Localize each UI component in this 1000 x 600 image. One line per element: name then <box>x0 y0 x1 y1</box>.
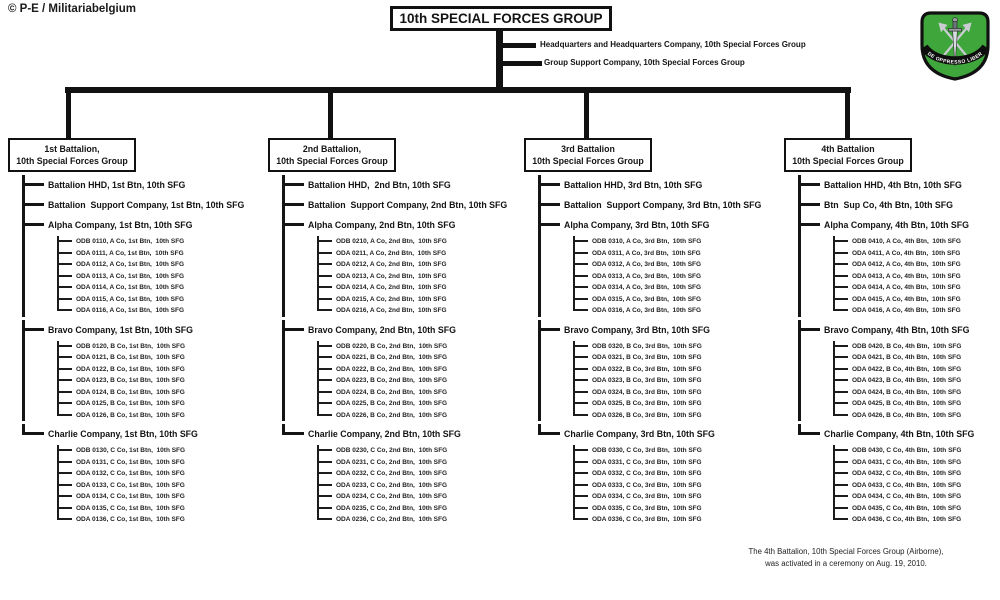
team-label: ODB 0330, C Co, 3rd Btn, 10th SFG <box>592 447 702 454</box>
team-list <box>57 341 264 422</box>
team-row <box>573 468 780 480</box>
team-list <box>57 236 264 317</box>
team-row <box>573 445 780 457</box>
battalion-box-line: 10th Special Forces Group <box>276 156 388 166</box>
team-row <box>573 364 780 376</box>
unit-label: Battalion HHD, 2nd Btn, 10th SFG <box>308 180 451 190</box>
team-label: ODA 0332, C Co, 3rd Btn, 10th SFG <box>592 470 702 477</box>
unit-row <box>538 424 780 526</box>
team-row <box>317 259 524 271</box>
team-row <box>317 294 524 306</box>
team-row <box>317 271 524 283</box>
team-list <box>317 445 524 526</box>
team-label: ODA 0325, B Co, 3rd Btn, 10th SFG <box>592 400 702 407</box>
team-row <box>833 282 1000 294</box>
team-row <box>317 387 524 399</box>
team-label: ODA 0223, B Co, 2nd Btn, 10th SFG <box>336 377 447 384</box>
team-row <box>573 457 780 469</box>
team-row <box>317 514 524 526</box>
battalion-box <box>784 138 912 172</box>
unit-row <box>538 215 780 317</box>
battalion-box-line: 3rd Battalion <box>561 144 615 154</box>
team-label: ODA 0236, C Co, 2nd Btn, 10th SFG <box>336 516 447 523</box>
unit-label: Battalion Support Company, 1st Btn, 10th SFG <box>48 200 245 210</box>
team-label: ODA 0331, C Co, 3rd Btn, 10th SFG <box>592 458 702 466</box>
team-label: ODA 0314, A Co, 3rd Btn, 10th SFG <box>592 284 702 291</box>
unit-label: Alpha Company, 1st Btn, 10th SFG <box>48 220 193 230</box>
team-row <box>833 305 1000 317</box>
unit-label: Btn Sup Co, 4th Btn, 10th SFG <box>824 200 954 210</box>
team-label: ODA 0426, B Co, 4th Btn, 10th SFG <box>852 411 962 419</box>
team-label: ODA 0321, B Co, 3rd Btn, 10th SFG <box>592 354 702 361</box>
team-label: ODA 0324, B Co, 3rd Btn, 10th SFG <box>592 388 702 396</box>
battalion-box-line: 10th Special Forces Group <box>532 156 644 166</box>
team-label: ODA 0326, B Co, 3rd Btn, 10th SFG <box>592 411 702 419</box>
team-row <box>57 248 264 260</box>
gsc-stub-line <box>503 61 542 66</box>
team-row <box>833 503 1000 515</box>
team-row <box>833 364 1000 376</box>
unit-row <box>22 175 264 195</box>
team-label: ODA 0216, A Co, 2nd Btn, 10th SFG <box>336 307 447 314</box>
hhc-stub-line <box>503 43 536 48</box>
team-label: ODA 0222, B Co, 2nd Btn, 10th SFG <box>336 365 447 373</box>
team-row <box>833 352 1000 364</box>
battalion-box-line: 10th Special Forces Group <box>16 156 128 166</box>
team-row <box>57 514 264 526</box>
battalion-box-line: 4th Battalion <box>821 144 875 154</box>
team-label: ODA 0432, C Co, 4th Btn, 10th SFG <box>852 470 962 477</box>
team-row <box>57 271 264 283</box>
unit-label: Alpha Company, 4th Btn, 10th SFG <box>824 220 969 230</box>
team-row <box>573 248 780 260</box>
team-row <box>833 271 1000 283</box>
team-label: ODA 0431, C Co, 4th Btn, 10th SFG <box>852 458 962 466</box>
team-list <box>573 236 780 317</box>
unit-label: Alpha Company, 2nd Btn, 10th SFG <box>308 220 456 230</box>
unit-row <box>538 195 780 215</box>
team-row <box>833 491 1000 503</box>
group-children-bar <box>65 87 851 93</box>
team-label: ODA 0424, B Co, 4th Btn, 10th SFG <box>852 388 962 396</box>
unit-row <box>22 424 264 526</box>
battalion-column-4 <box>784 138 1000 529</box>
team-list <box>317 341 524 422</box>
team-row <box>57 503 264 515</box>
team-label: ODB 0110, A Co, 1st Btn, 10th SFG <box>76 238 185 245</box>
team-label: ODA 0313, A Co, 3rd Btn, 10th SFG <box>592 272 702 280</box>
team-row <box>573 398 780 410</box>
team-row <box>833 468 1000 480</box>
team-label: ODB 0120, B Co, 1st Btn, 10th SFG <box>76 342 186 350</box>
team-label: ODA 0125, B Co, 1st Btn, 10th SFG <box>76 400 185 407</box>
copyright-label: © P-E / Militariabelgium <box>8 3 136 15</box>
team-label: ODB 0410, A Co, 4th Btn, 10th SFG <box>852 238 961 245</box>
team-label: ODA 0414, A Co, 4th Btn, 10th SFG <box>852 284 961 291</box>
team-label: ODA 0122, B Co, 1st Btn, 10th SFG <box>76 365 185 373</box>
team-row <box>833 514 1000 526</box>
team-label: ODA 0214, A Co, 2nd Btn, 10th SFG <box>336 284 447 291</box>
group-title: 10th SPECIAL FORCES GROUP <box>399 11 603 26</box>
team-row <box>573 387 780 399</box>
team-label: ODA 0114, A Co, 1st Btn, 10th SFG <box>76 284 184 291</box>
unit-row <box>798 320 1000 422</box>
unit-label: Battalion Support Company, 2nd Btn, 10th SFG <box>308 200 508 210</box>
team-row <box>317 410 524 422</box>
footnote-line: was activated in a ceremony on Aug. 19, 2010. <box>765 559 927 568</box>
team-row <box>833 259 1000 271</box>
battalion-drop-line-3 <box>584 93 589 138</box>
team-label: ODB 0230, C Co, 2nd Btn, 10th SFG <box>336 447 448 454</box>
team-list <box>833 445 1000 526</box>
team-label: ODA 0221, B Co, 2nd Btn, 10th SFG <box>336 354 447 361</box>
gsc-label: Group Support Company, 10th Special Forces Group <box>544 58 745 67</box>
unit-row <box>798 195 1000 215</box>
footnote <box>700 546 992 570</box>
team-row <box>573 236 780 248</box>
unit-row <box>538 320 780 422</box>
battalion-drop-line-1 <box>66 93 71 138</box>
unit-row <box>798 215 1000 317</box>
team-label: ODA 0211, A Co, 2nd Btn, 10th SFG <box>336 249 447 257</box>
team-label: ODA 0131, C Co, 1st Btn, 10th SFG <box>76 458 185 466</box>
team-row <box>57 468 264 480</box>
title-drop-line <box>496 28 503 90</box>
team-label: ODA 0422, B Co, 4th Btn, 10th SFG <box>852 365 962 373</box>
battalion-column-1 <box>8 138 264 529</box>
team-row <box>57 445 264 457</box>
team-label: ODB 0430, C Co, 4th Btn, 10th SFG <box>852 447 962 454</box>
team-label: ODA 0136, C Co, 1st Btn, 10th SFG <box>76 516 185 523</box>
team-label: ODA 0215, A Co, 2nd Btn, 10th SFG <box>336 295 447 303</box>
unit-label: Charlie Company, 2nd Btn, 10th SFG <box>308 429 461 439</box>
hhc-label: Headquarters and Headquarters Company, 10th Special Forces Group <box>540 40 806 49</box>
unit-label: Charlie Company, 3rd Btn, 10th SFG <box>564 429 715 439</box>
team-label: ODA 0116, A Co, 1st Btn, 10th SFG <box>76 307 184 314</box>
team-row <box>57 282 264 294</box>
battalion-tree <box>22 175 264 526</box>
unit-label: Bravo Company, 1st Btn, 10th SFG <box>48 324 194 335</box>
team-row <box>833 248 1000 260</box>
team-label: ODA 0112, A Co, 1st Btn, 10th SFG <box>76 261 184 268</box>
team-row <box>57 305 264 317</box>
team-label: ODA 0234, C Co, 2nd Btn, 10th SFG <box>336 493 447 500</box>
team-label: ODA 0315, A Co, 3rd Btn, 10th SFG <box>592 295 702 303</box>
unit-row <box>798 175 1000 195</box>
team-list <box>57 445 264 526</box>
team-row <box>833 375 1000 387</box>
battalion-box-line: 2nd Battalion, <box>302 144 362 154</box>
team-row <box>57 491 264 503</box>
team-row <box>317 352 524 364</box>
unit-label: Charlie Company, 4th Btn, 10th SFG <box>824 429 975 439</box>
team-row <box>833 445 1000 457</box>
team-row <box>57 480 264 492</box>
team-row <box>317 282 524 294</box>
unit-row <box>22 215 264 317</box>
team-label: ODA 0111, A Co, 1st Btn, 10th SFG <box>76 249 184 257</box>
unit-row <box>282 175 524 195</box>
team-label: ODA 0333, C Co, 3rd Btn, 10th SFG <box>592 481 702 489</box>
battalion-drop-line-2 <box>328 93 333 138</box>
team-row <box>317 375 524 387</box>
battalion-box-line: 1st Battalion, <box>44 144 100 154</box>
team-row <box>317 341 524 353</box>
team-row <box>57 259 264 271</box>
team-label: ODB 0420, B Co, 4th Btn, 10th SFG <box>852 342 962 350</box>
footnote-line: The 4th Battalion, 10th Special Forces Group (Airborne), <box>748 547 944 556</box>
team-label: ODA 0312, A Co, 3rd Btn, 10th SFG <box>592 261 702 268</box>
team-row <box>573 282 780 294</box>
team-row <box>317 236 524 248</box>
team-row <box>573 480 780 492</box>
team-row <box>57 352 264 364</box>
unit-label: Bravo Company, 2nd Btn, 10th SFG <box>308 324 456 335</box>
unit-label: Alpha Company, 3rd Btn, 10th SFG <box>564 220 710 230</box>
team-row <box>57 294 264 306</box>
team-label: ODA 0121, B Co, 1st Btn, 10th SFG <box>76 354 185 361</box>
team-label: ODA 0123, B Co, 1st Btn, 10th SFG <box>76 377 185 384</box>
battalion-box <box>268 138 396 172</box>
team-label: ODA 0416, A Co, 4th Btn, 10th SFG <box>852 307 961 314</box>
team-row <box>573 341 780 353</box>
team-label: ODA 0133, C Co, 1st Btn, 10th SFG <box>76 481 185 489</box>
team-label: ODA 0316, A Co, 3rd Btn, 10th SFG <box>592 307 702 314</box>
team-label: ODA 0132, C Co, 1st Btn, 10th SFG <box>76 470 185 477</box>
team-label: ODA 0225, B Co, 2nd Btn, 10th SFG <box>336 400 447 407</box>
team-row <box>573 294 780 306</box>
team-label: ODA 0423, B Co, 4th Btn, 10th SFG <box>852 377 962 384</box>
team-label: ODA 0134, C Co, 1st Btn, 10th SFG <box>76 493 185 500</box>
unit-label: Battalion HHD, 1st Btn, 10th SFG <box>48 180 186 190</box>
team-row <box>57 387 264 399</box>
team-label: ODA 0425, B Co, 4th Btn, 10th SFG <box>852 400 962 407</box>
unit-row <box>282 215 524 317</box>
team-row <box>833 236 1000 248</box>
team-label: ODA 0115, A Co, 1st Btn, 10th SFG <box>76 295 184 303</box>
team-row <box>573 491 780 503</box>
team-row <box>573 503 780 515</box>
beret-flash-insignia <box>915 7 995 83</box>
team-label: ODA 0212, A Co, 2nd Btn, 10th SFG <box>336 261 447 268</box>
unit-label: Bravo Company, 3rd Btn, 10th SFG <box>564 324 710 335</box>
battalion-column-2 <box>268 138 524 529</box>
team-row <box>57 236 264 248</box>
team-row <box>57 364 264 376</box>
team-label: ODA 0232, C Co, 2nd Btn, 10th SFG <box>336 470 447 477</box>
team-row <box>317 445 524 457</box>
team-list <box>317 236 524 317</box>
team-row <box>317 503 524 515</box>
team-row <box>573 375 780 387</box>
unit-label: Battalion Support Company, 3rd Btn, 10th SFG <box>564 200 762 210</box>
unit-row <box>282 320 524 422</box>
unit-label: Charlie Company, 1st Btn, 10th SFG <box>48 429 198 439</box>
unit-row <box>538 175 780 195</box>
team-label: ODA 0433, C Co, 4th Btn, 10th SFG <box>852 481 962 489</box>
team-row <box>573 514 780 526</box>
team-label: ODA 0311, A Co, 3rd Btn, 10th SFG <box>592 249 701 257</box>
team-label: ODA 0323, B Co, 3rd Btn, 10th SFG <box>592 377 702 384</box>
unit-row <box>22 320 264 422</box>
team-label: ODA 0411, A Co, 4th Btn, 10th SFG <box>852 249 961 257</box>
motto-text: DE OPPRESSO LIBER <box>925 51 985 66</box>
unit-row <box>282 195 524 215</box>
team-label: ODA 0322, B Co, 3rd Btn, 10th SFG <box>592 365 702 373</box>
unit-row <box>282 424 524 526</box>
unit-label: Battalion HHD, 4th Btn, 10th SFG <box>824 180 962 190</box>
team-row <box>833 294 1000 306</box>
team-label: ODB 0130, C Co, 1st Btn, 10th SFG <box>76 447 186 454</box>
team-row <box>57 398 264 410</box>
battalion-tree <box>538 175 780 526</box>
team-row <box>573 410 780 422</box>
team-label: ODA 0135, C Co, 1st Btn, 10th SFG <box>76 504 185 512</box>
team-label: ODA 0434, C Co, 4th Btn, 10th SFG <box>852 493 962 500</box>
team-label: ODA 0334, C Co, 3rd Btn, 10th SFG <box>592 493 702 500</box>
team-list <box>573 445 780 526</box>
team-label: ODB 0320, B Co, 3rd Btn, 10th SFG <box>592 342 702 350</box>
battalion-box-line: 10th Special Forces Group <box>792 156 904 166</box>
battalion-drop-line-4 <box>845 93 850 138</box>
team-row <box>317 248 524 260</box>
team-label: ODA 0224, B Co, 2nd Btn, 10th SFG <box>336 388 447 396</box>
team-row <box>317 364 524 376</box>
team-list <box>833 236 1000 317</box>
team-list <box>573 341 780 422</box>
team-label: ODA 0436, C Co, 4th Btn, 10th SFG <box>852 516 962 523</box>
team-label: ODA 0435, C Co, 4th Btn, 10th SFG <box>852 504 962 512</box>
team-row <box>57 457 264 469</box>
team-row <box>833 410 1000 422</box>
team-row <box>833 387 1000 399</box>
team-row <box>317 468 524 480</box>
team-label: ODA 0231, C Co, 2nd Btn, 10th SFG <box>336 458 447 466</box>
team-label: ODA 0335, C Co, 3rd Btn, 10th SFG <box>592 504 702 512</box>
team-row <box>317 480 524 492</box>
team-label: ODA 0415, A Co, 4th Btn, 10th SFG <box>852 295 961 303</box>
battalion-tree <box>282 175 524 526</box>
team-label: ODA 0126, B Co, 1st Btn, 10th SFG <box>76 411 185 419</box>
team-row <box>317 398 524 410</box>
battalion-tree <box>798 175 1000 526</box>
battalion-box <box>8 138 136 172</box>
team-row <box>833 398 1000 410</box>
team-label: ODA 0412, A Co, 4th Btn, 10th SFG <box>852 261 961 268</box>
team-row <box>573 305 780 317</box>
unit-row <box>22 195 264 215</box>
team-label: ODA 0336, C Co, 3rd Btn, 10th SFG <box>592 516 702 523</box>
team-row <box>833 341 1000 353</box>
team-label: ODA 0413, A Co, 4th Btn, 10th SFG <box>852 272 961 280</box>
team-row <box>833 457 1000 469</box>
team-row <box>833 480 1000 492</box>
team-label: ODA 0113, A Co, 1st Btn, 10th SFG <box>76 272 184 280</box>
team-list <box>833 341 1000 422</box>
unit-label: Bravo Company, 4th Btn, 10th SFG <box>824 324 970 335</box>
team-label: ODB 0310, A Co, 3rd Btn, 10th SFG <box>592 238 702 245</box>
team-label: ODA 0213, A Co, 2nd Btn, 10th SFG <box>336 272 447 280</box>
unit-label: Battalion HHD, 3rd Btn, 10th SFG <box>564 180 703 190</box>
team-row <box>317 457 524 469</box>
team-row <box>57 341 264 353</box>
team-label: ODA 0421, B Co, 4th Btn, 10th SFG <box>852 354 962 361</box>
team-row <box>573 352 780 364</box>
team-label: ODA 0226, B Co, 2nd Btn, 10th SFG <box>336 411 447 419</box>
unit-row <box>798 424 1000 526</box>
team-row <box>57 410 264 422</box>
team-label: ODB 0210, A Co, 2nd Btn, 10th SFG <box>336 238 447 245</box>
team-row <box>57 375 264 387</box>
battalion-column-3 <box>524 138 780 529</box>
team-label: ODA 0233, C Co, 2nd Btn, 10th SFG <box>336 481 447 489</box>
team-row <box>573 271 780 283</box>
team-row <box>573 259 780 271</box>
team-label: ODB 0220, B Co, 2nd Btn, 10th SFG <box>336 342 448 350</box>
team-label: ODA 0124, B Co, 1st Btn, 10th SFG <box>76 388 185 396</box>
team-row <box>317 305 524 317</box>
team-label: ODA 0235, C Co, 2nd Btn, 10th SFG <box>336 504 447 512</box>
battalion-box <box>524 138 652 172</box>
team-row <box>317 491 524 503</box>
